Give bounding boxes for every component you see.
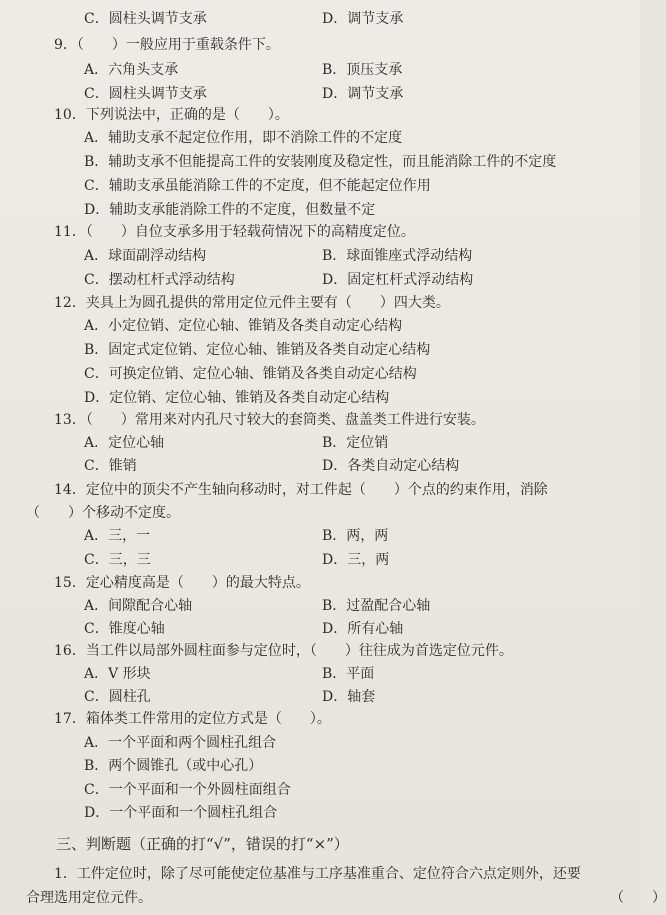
- question-12-stem: 12．夹具上为圆孔提供的常用定位元件主要有（ ）四大类。: [54, 295, 450, 311]
- question-10-stem: 10．下列说法中，正确的是（ ）。: [54, 107, 289, 123]
- section-heading: 三、判断题（正确的打“√”，错误的打“×”）: [56, 835, 349, 853]
- option-c: C．辅助支承虽能消除工件的不定度，但不能起定位作用: [84, 178, 431, 194]
- option-d: D．轴套: [322, 689, 376, 705]
- question-9-stem: 9．（ ）一般应用于重载条件下。: [54, 37, 280, 53]
- question-14-stem-continued: （ ）个移动不定度。: [26, 505, 180, 521]
- option-a: A．六角头支承: [84, 62, 179, 78]
- option-b: B．两个圆锥孔（或中心孔）: [84, 758, 263, 774]
- option-b: B．固定式定位销、定位心轴、锥销及各类自动定心结构: [84, 342, 431, 358]
- question-11-stem: 11．（ ）自位支承多用于轻载荷情况下的高精度定位。: [54, 224, 415, 240]
- option-c: C．一个平面和一个外圆柱面组合: [84, 782, 291, 798]
- option-d: D．辅助支承能消除工件的不定度，但数量不定: [84, 202, 376, 218]
- option-a: A．辅助支承不起定位作用，即不消除工件的不定度: [84, 130, 403, 146]
- option-d: D．一个平面和一个圆柱孔组合: [84, 805, 278, 821]
- option-d: D．定位销、定位心轴、锥销及各类自动定心结构: [84, 390, 390, 406]
- option-a: A．定位心轴: [84, 435, 165, 451]
- option-c: C．圆柱头调节支承: [84, 11, 207, 27]
- question-14-stem: 14．定位中的顶尖不产生轴向移动时，对工件起（ ）个点的约束作用，消除: [54, 482, 548, 498]
- option-d: D．所有心轴: [322, 621, 404, 637]
- option-c: C．摆动杠杆式浮动结构: [84, 272, 235, 288]
- answer-blank: （ ）: [610, 890, 666, 906]
- question-16-stem: 16．当工件以局部外圆柱面参与定位时，（ ）往往成为首选定位元件。: [54, 643, 513, 659]
- option-b: B．过盈配合心轴: [322, 598, 431, 614]
- option-a: A．球面副浮动结构: [84, 248, 207, 264]
- option-b: B．顶压支承: [322, 62, 403, 78]
- option-a: A．间隙配合心轴: [84, 598, 193, 614]
- option-a: A．三，一: [84, 528, 151, 544]
- option-c: C．锥销: [84, 458, 137, 474]
- judgement-item-1-text: 合理选用定位元件。: [26, 890, 152, 906]
- option-d: D．调节支承: [322, 11, 404, 27]
- option-a: A．V 形块: [84, 666, 151, 682]
- option-c: C．圆柱孔: [84, 689, 151, 705]
- judgement-item-1: 1．工件定位时，除了尽可能使定位基准与工序基准重合、定位符合六点定则外，还要: [54, 866, 581, 882]
- option-b: B．球面锥座式浮动结构: [322, 248, 473, 264]
- judgement-item-1-continued: [26, 888, 666, 908]
- option-c: C．可换定位销、定位心轴、锥销及各类自动定心结构: [84, 366, 417, 382]
- option-b: B．两，两: [322, 528, 389, 544]
- option-d: D．调节支承: [322, 86, 404, 102]
- option-b: B．辅助支承不但能提高工件的安装刚度及稳定性，而且能消除工件的不定度: [84, 154, 557, 170]
- question-15-stem: 15．定心精度高是（ ）的最大特点。: [54, 575, 310, 591]
- question-17-stem: 17．箱体类工件常用的定位方式是（ ）。: [54, 711, 331, 727]
- option-c: C．三，三: [84, 552, 151, 568]
- option-a: A．小定位销、定位心轴、锥销及各类自动定心结构: [84, 318, 403, 334]
- question-13-stem: 13．（ ）常用来对内孔尺寸较大的套筒类、盘盖类工件进行安装。: [54, 412, 485, 428]
- option-d: D．三，两: [322, 552, 390, 568]
- option-c: C．锥度心轴: [84, 621, 165, 637]
- option-c: C．圆柱头调节支承: [84, 86, 207, 102]
- option-d: D．固定杠杆式浮动结构: [322, 272, 474, 288]
- option-a: A．一个平面和两个圆柱孔组合: [84, 735, 277, 751]
- option-b: B．定位销: [322, 435, 389, 451]
- option-d: D．各类自动定心结构: [322, 458, 460, 474]
- option-b: B．平面: [322, 666, 375, 682]
